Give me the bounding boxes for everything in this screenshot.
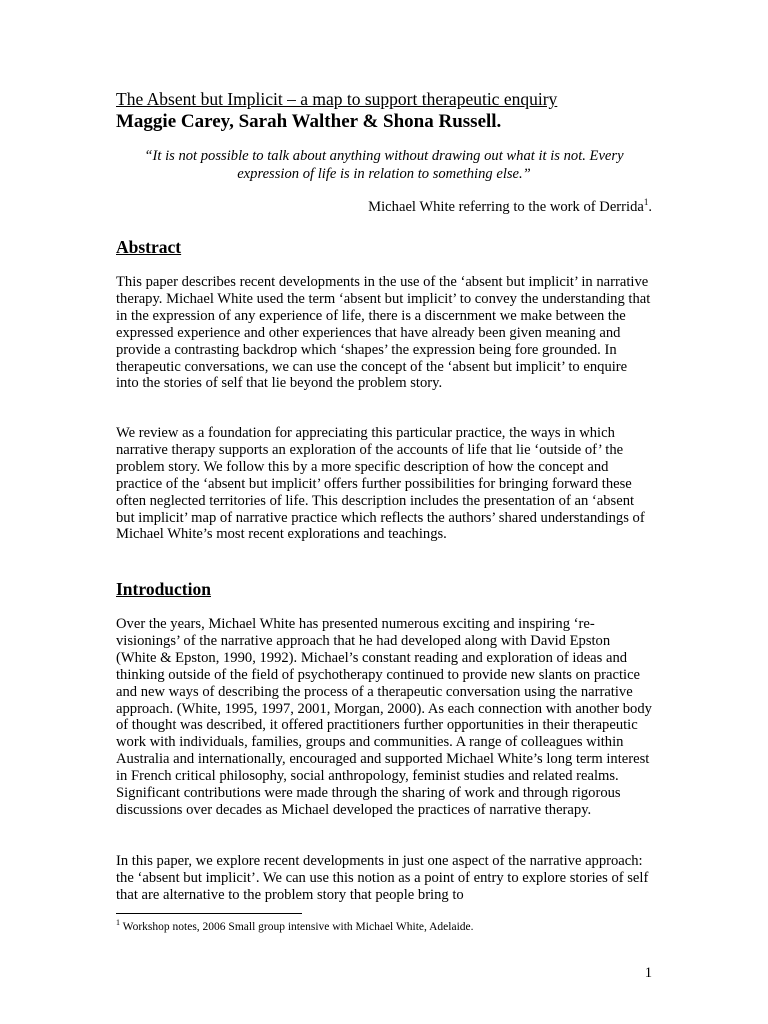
footnote-text: Workshop notes, 2006 Small group intensive with Michael White, Adelaide. <box>120 921 474 933</box>
epigraph-quote: “It is not possible to talk about anything without drawing out what it is not. Every expression of life is in relation to something else.” <box>144 148 624 182</box>
introduction-paragraph: In this paper, we explore recent developments in just one aspect of the narrative approach: the ‘absent but implicit’. We can use this notion as a point of entry to explore stories of self that are alternative to the problem story that people bring to <box>116 853 649 903</box>
abstract-paragraph: This paper describes recent developments in the use of the ‘absent but implicit’ in narrative therapy. Michael White used the term ‘absent but implicit’ to convey the understanding that in the expression of any experience of life, there is a discernment we make between the expressed experience and other experiences that have already been given meaning and provide a contrasting backdrop which ‘shapes’ the expression being fore grounded. In therapeutic conversations, we can use the concept of the ‘absent but implicit’ to enquire into the stories of self that lie beyond the problem story. <box>116 274 651 392</box>
introduction-paragraph: Over the years, Michael White has presented numerous exciting and inspiring ‘re-visionings’ of the narrative approach that he had developed along with David Epston (White & Epston, 1990, 1992). Michael’s constant reading and exploration of ideas and thinking outside of the field of psychotherapy continued to provide new slants on practice and new ways of describing the process of a therapeutic conversation using the narrative approach. (White, 1995, 1997, 2001, Morgan, 2000). As each connection with another body of thought was described, it offered practitioners further opportunities in their therapeutic work with individuals, families, groups and communities. A range of colleagues within Australia and internationally, encouraged and supported Michael White’s long term interest in French critical philosophy, social anthropology, feminist studies and related realms. Significant contributions were made through the sharing of work and through rigorous discussions over decades as Michael developed the practices of narrative therapy. <box>116 616 652 818</box>
attribution-period: . <box>648 199 652 215</box>
footnote-mark: 1 <box>116 918 120 928</box>
page-number: 1 <box>644 965 652 981</box>
footnote-divider <box>116 913 302 914</box>
paper-title: The Absent but Implicit – a map to support therapeutic enquiry <box>116 89 558 109</box>
footnote <box>116 920 474 934</box>
attribution-text: Michael White referring to the work of Derrida <box>368 199 644 215</box>
footnote-reference[interactable]: 1 <box>643 197 649 208</box>
abstract-paragraph: We review as a foundation for appreciating this particular practice, the ways in which narrative therapy supports an exploration of the accounts of life that lie ‘outside of’ the problem story. We follow this by a more specific description of how the concept and practice of the ‘absent but implicit’ offers further possibilities for bringing forward these often neglected territories of life. This description includes the presentation of an ‘absent but implicit’ map of narrative practice which reflects the authors’ shared understandings of Michael White’s most recent explorations and teachings. <box>116 425 645 543</box>
abstract-heading: Abstract <box>116 237 182 257</box>
epigraph-attribution <box>368 198 652 216</box>
introduction-heading: Introduction <box>116 579 211 599</box>
author-list: Maggie Carey, Sarah Walther & Shona Russell. <box>116 111 502 132</box>
